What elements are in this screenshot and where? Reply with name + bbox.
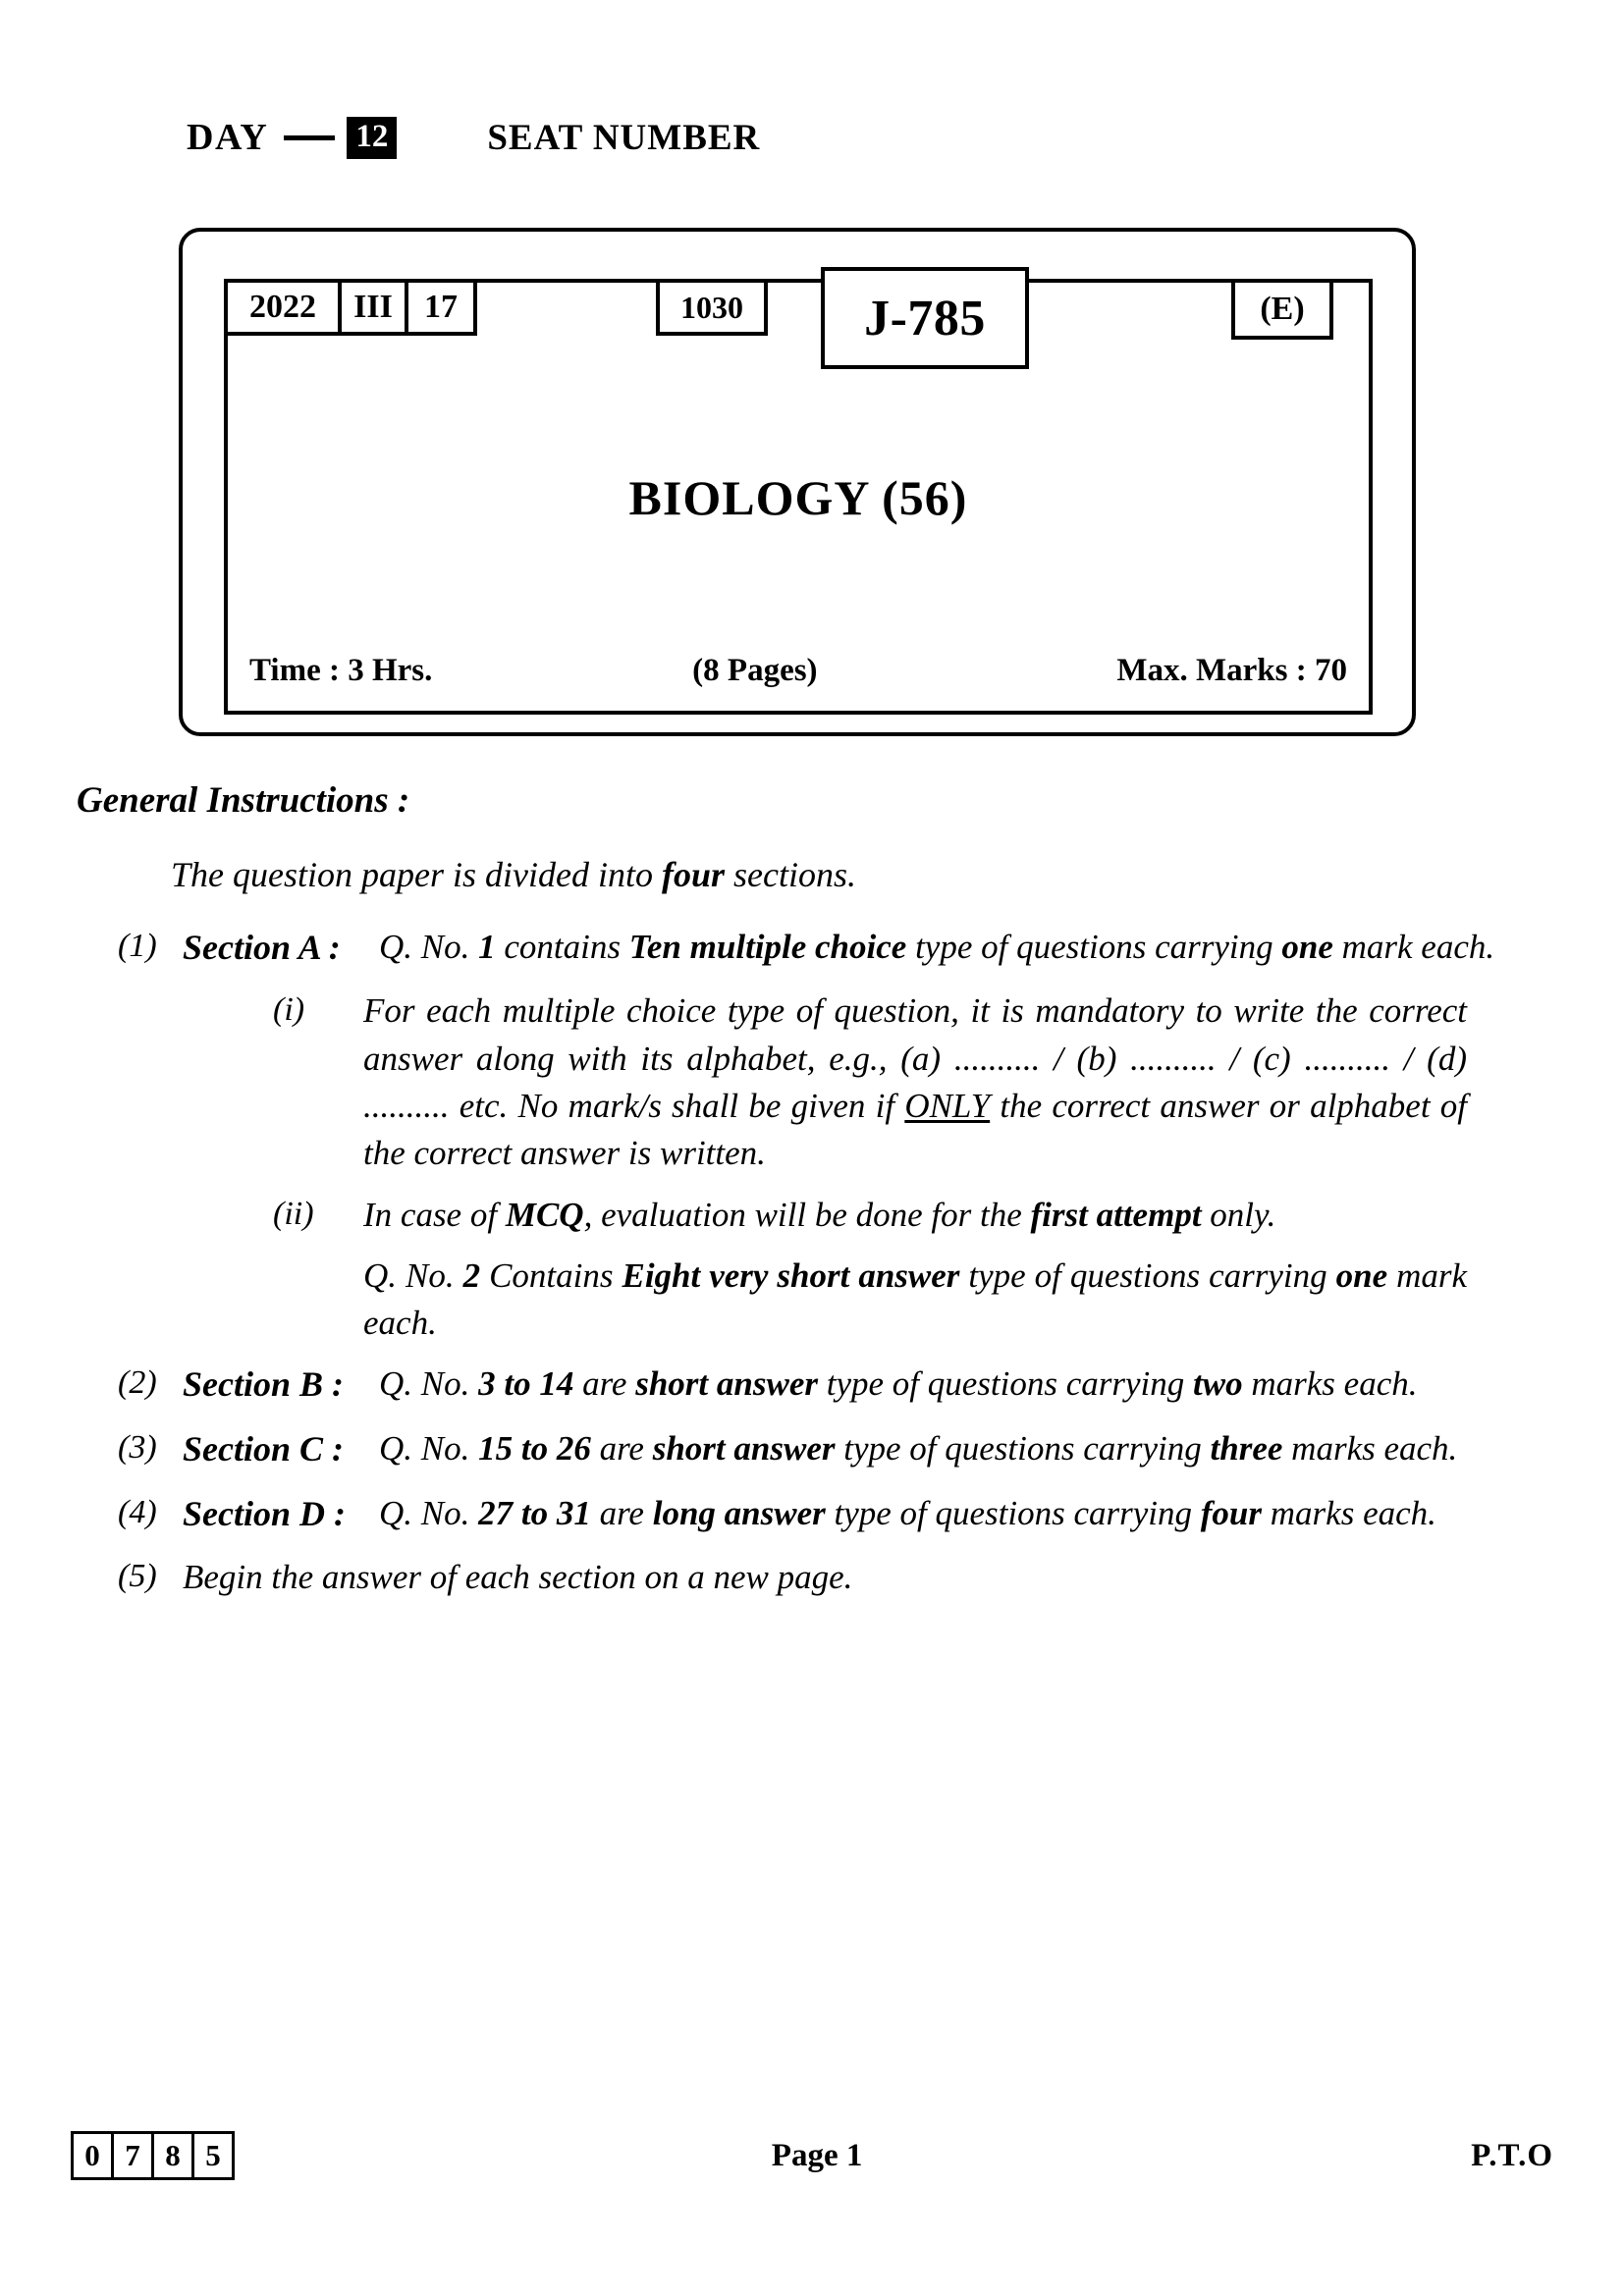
exam-duration: Time : 3 Hrs. [249,653,433,688]
rule-section-label: Section C : [183,1429,345,1469]
rule-section-label: Section D : [183,1493,346,1533]
exam-session-cell: III [338,279,408,336]
instruction-rule-new-page [77,1554,1549,1601]
exam-time-code-box: 1030 [656,279,768,336]
medium-box: (E) [1231,279,1333,340]
rule-text: Q. No. 1 contains Ten multiple choice type of questions carrying one mark each. [379,927,1495,966]
exam-meta-row [249,653,1347,689]
paper-code-digit: 8 [151,2131,194,2180]
instruction-subrule-ii [273,1192,1549,1239]
rule-number: (5) [118,1558,157,1595]
seat-number-label: SEAT NUMBER [487,117,761,158]
paper-code-digit: 5 [191,2131,235,2180]
rule-number: (1) [118,927,157,964]
lead-text-bold: four [661,855,725,895]
instruction-rule-section-d [77,1490,1549,1539]
title-card-inner-frame [224,279,1373,715]
paper-code-digit-boxes [71,2131,232,2180]
paper-code-box: J-785 [821,267,1029,369]
page-footer [71,2131,1553,2180]
instruction-rule-section-b [77,1361,1549,1410]
paper-code-digit: 0 [71,2131,114,2180]
rule-number: (3) [118,1429,157,1467]
rule-text: Q. No. 27 to 31 are long answer type of questions carrying four marks each. [379,1493,1436,1532]
rule-text: Q. No. 15 to 26 are short answer type of questions carrying three marks each. [379,1429,1458,1468]
day-value-box: 12 [347,117,397,159]
general-instructions-section [77,775,1549,1618]
rule-text: Begin the answer of each section on a new page. [183,1558,853,1597]
instruction-rule-section-c [77,1425,1549,1474]
subrule-number: (i) [273,991,305,1029]
question-2-paragraph: Q. No. 2 Contains Eight very short answer type of questions carrying one mark each. [363,1255,1468,1343]
instruction-subrule-i [273,988,1549,1177]
subject-title: BIOLOGY (56) [628,470,968,525]
paper-code-digit: 7 [111,2131,154,2180]
exam-code-row [224,279,473,336]
top-header [187,110,760,165]
rule-section-label: Section A : [183,927,341,967]
subrule-text: In case of MCQ, evaluation will be done for the first attempt only. [363,1195,1276,1234]
exam-max-marks: Max. Marks : 70 [1116,653,1347,688]
rule-number: (2) [118,1364,157,1402]
day-dash-divider [284,135,335,140]
lead-text-before: The question paper is divided into [171,855,662,895]
rule-section-label: Section B : [183,1364,345,1405]
lead-text-after: sections. [725,855,856,895]
exam-year-cell: 2022 [224,279,342,336]
rule-number: (4) [118,1493,157,1530]
instructions-lead-line [171,851,1549,900]
exam-page-count: (8 Pages) [692,653,818,688]
title-card [179,228,1416,736]
page-number-label: Page 1 [771,2137,863,2173]
general-instructions-heading: General Instructions : [77,780,410,821]
subrule-number: (ii) [273,1195,314,1232]
rule-text: Q. No. 3 to 14 are short answer type of questions carrying two marks each. [379,1364,1418,1404]
pto-label: P.T.O [1471,2137,1553,2173]
instruction-rule-section-a [77,924,1549,973]
day-label: DAY [187,117,269,158]
exam-serial-cell: 17 [405,279,477,336]
subrule-text: For each multiple choice type of question, it is mandatory to write the correct answer along with its alphabet, e.g., (a) .......... / (b) .......... / (c) .......... / (d) .......... etc. No mark/s shall be given if ONLY the correct answer or alphabet of the correct answer is written. [363,991,1467,1173]
